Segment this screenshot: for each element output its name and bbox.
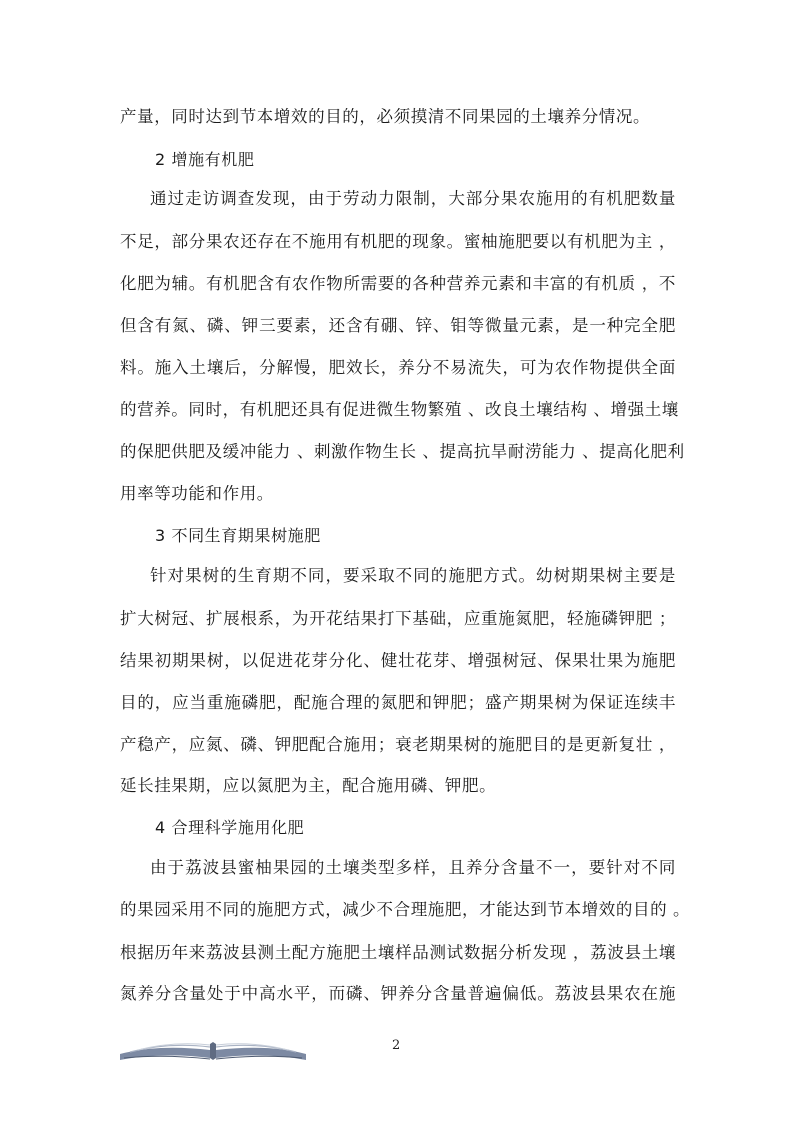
section-heading: 4 合理科学施用化肥 bbox=[155, 818, 305, 837]
paragraph-line: 化肥为辅。有机肥含有农作物所需要的各种营养元素和丰富的有机质 ，不 bbox=[120, 274, 676, 293]
section-heading: 3 不同生育期果树施肥 bbox=[155, 526, 321, 545]
paragraph-line: 产量，同时达到节本增效的目的，必须摸清不同果园的土壤养分情况。 bbox=[120, 107, 651, 126]
paragraph-line: 的果园采用不同的施肥方式，减少不合理施肥，才能达到节本增效的目的 。 bbox=[120, 900, 691, 919]
page-number: 2 bbox=[392, 1038, 401, 1053]
section-heading: 2 增施有机肥 bbox=[155, 150, 255, 169]
paragraph-line: 氮养分含量处于中高水平，而磷、钾养分含量普遍偏低。荔波县果农在施 bbox=[120, 984, 676, 1003]
paragraph-line: 通过走访调查发现，由于劳动力限制，大部分果农施用的有机肥数量 bbox=[150, 189, 676, 208]
paragraph-line: 但含有氮、磷、钾三要素，还含有硼、锌、钼等微量元素，是一种完全肥 bbox=[120, 316, 676, 335]
paragraph-line: 结果初期果树，以促进花芽分化、健壮花芽、增强树冠、保果壮果为施肥 bbox=[120, 651, 676, 670]
paragraph-line: 料。施入土壤后，分解慢，肥效长，养分不易流失，可为农作物提供全面 bbox=[120, 358, 676, 377]
paragraph-line: 根据历年来荔波县测土配方施肥土壤样品测试数据分析发现 ，荔波县土壤 bbox=[120, 943, 676, 962]
paragraph-line: 延长挂果期，应以氮肥为主，配合施用磷、钾肥。 bbox=[120, 776, 497, 795]
paragraph-line: 不足，部分果农还存在不施用有机肥的现象。蜜柚施肥要以有机肥为主 ， bbox=[120, 232, 676, 251]
open-book-icon bbox=[118, 1036, 308, 1062]
paragraph-line: 针对果树的生育期不同，要采取不同的施肥方式。幼树期果树主要是 bbox=[150, 566, 676, 585]
paragraph-line: 用率等功能和作用。 bbox=[120, 484, 274, 503]
paragraph-line: 由于荔波县蜜柚果园的土壤类型多样，且养分含量不一，要针对不同 bbox=[150, 858, 676, 877]
paragraph-line: 目的，应当重施磷肥，配施合理的氮肥和钾肥；盛产期果树为保证连续丰 bbox=[120, 693, 676, 712]
paragraph-line: 扩大树冠、扩展根系，为开花结果打下基础，应重施氮肥，轻施磷钾肥 ； bbox=[120, 609, 676, 628]
paragraph-line: 的营养。同时，有机肥还具有促进微生物繁殖 、改良土壤结构 、增强土壤 bbox=[120, 400, 679, 419]
paragraph-line: 产稳产，应氮、磷、钾肥配合施用；衰老期果树的施肥目的是更新复壮 ， bbox=[120, 735, 676, 754]
paragraph-line: 的保肥供肥及缓冲能力 、刺激作物生长 、提高抗旱耐涝能力 、提高化肥利 bbox=[120, 442, 685, 461]
